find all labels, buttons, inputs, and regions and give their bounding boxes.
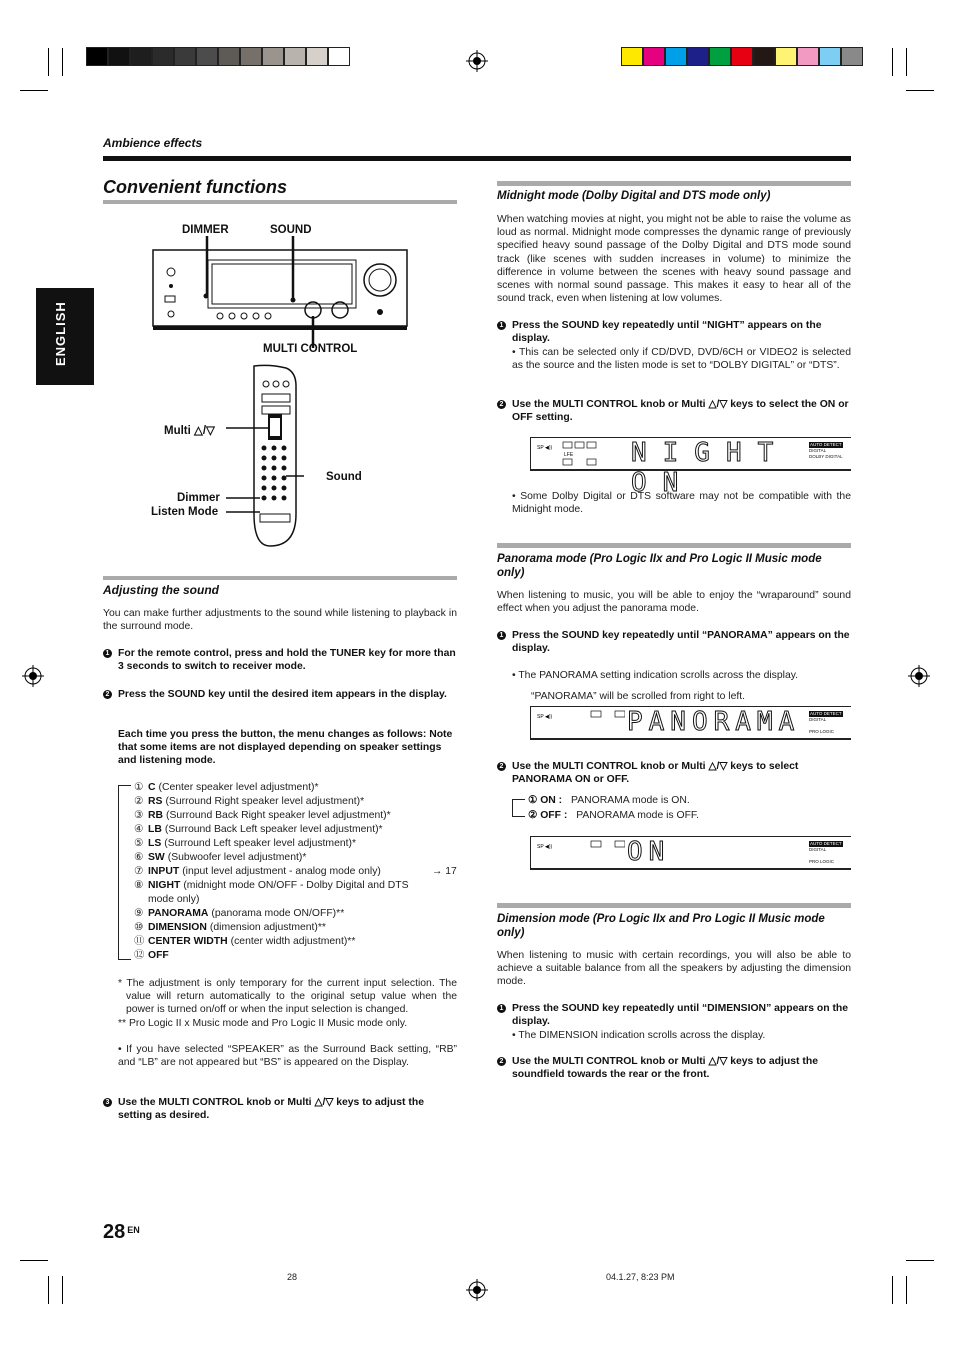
dimension-step-1: Press the SOUND key repeatedly until “DIMENSION” appears on the display. bbox=[512, 1003, 849, 1028]
remote-dimmer-label: Dimmer bbox=[177, 492, 220, 504]
registration-target-icon bbox=[466, 50, 488, 72]
crop-mark bbox=[906, 1276, 907, 1304]
item-number: ⑪ bbox=[134, 936, 145, 947]
adjusting-step-2-note: Each time you press the button, the menu changes as follows: Note that some items are not displayed depending on speaker settings and listening mode. bbox=[118, 729, 453, 767]
sound-item bbox=[134, 879, 409, 893]
header-rule bbox=[103, 156, 851, 161]
crop-mark bbox=[906, 48, 907, 76]
item-description: (input level adjustment - analog mode only) bbox=[182, 866, 381, 877]
remote-sound-label: Sound bbox=[326, 471, 362, 483]
remote-multi-label: Multi △/▽ bbox=[164, 425, 215, 437]
item-number: ⑩ bbox=[134, 922, 144, 933]
display-pro-logic: PRO LOGIC bbox=[809, 859, 835, 864]
sound-item bbox=[134, 949, 172, 963]
sound-item bbox=[134, 935, 355, 949]
cycle-bracket bbox=[512, 799, 525, 817]
dimmer-label: DIMMER bbox=[182, 224, 229, 236]
crop-mark bbox=[48, 1276, 49, 1304]
section-rule bbox=[103, 576, 457, 580]
section-rule bbox=[497, 543, 851, 548]
panorama-heading: Panorama mode (Pro Logic IIx and Pro Logic II Music mode only) bbox=[497, 553, 822, 579]
dimension-intro: When listening to music with certain recordings, you will also be able to achieve a suitable balance from all the speakers by adjusting the dimension mode. bbox=[497, 950, 851, 988]
panorama-bullet-2: “PANORAMA” will be scrolled from right to left. bbox=[531, 691, 746, 702]
sound-item bbox=[134, 851, 306, 865]
display-status bbox=[809, 442, 843, 460]
display-pro-logic: PRO LOGIC bbox=[809, 729, 835, 734]
midnight-heading: Midnight mode (Dolby Digital and DTS mode only) bbox=[497, 190, 771, 202]
display-digital: DIGITAL bbox=[809, 717, 827, 722]
page-language-suffix: EN bbox=[127, 1225, 140, 1235]
item-number: ④ bbox=[134, 824, 144, 835]
item-number: ⑥ bbox=[134, 852, 144, 863]
crop-mark bbox=[48, 48, 49, 76]
item-description: (Surround Right speaker level adjustment)* bbox=[165, 796, 365, 807]
crop-mark bbox=[20, 1260, 48, 1261]
display-auto-detect: AUTO DETECT bbox=[810, 841, 842, 846]
step-number-1: 1 bbox=[103, 649, 112, 658]
page-number bbox=[103, 1221, 140, 1244]
panorama-step-2: Use the MULTI CONTROL knob or Multi △/▽ keys to select PANORAMA ON or OFF. bbox=[512, 761, 799, 786]
crop-mark bbox=[892, 1276, 893, 1304]
item-description: (panorama mode ON/OFF)** bbox=[211, 908, 345, 919]
item-key: PANORAMA bbox=[148, 908, 209, 919]
item-key: RB bbox=[148, 810, 164, 821]
sound-label: SOUND bbox=[270, 224, 312, 236]
panorama-step-1: Press the SOUND key repeatedly until “PANORAMA” appears on the display. bbox=[512, 630, 850, 655]
display-segment-text: ON bbox=[627, 837, 671, 867]
section-label: Ambience effects bbox=[103, 136, 203, 150]
item-description: (Surround Back Left speaker level adjustment)* bbox=[164, 824, 383, 835]
step-number-2: 2 bbox=[497, 400, 506, 409]
grayscale-bar bbox=[86, 47, 350, 66]
adjusting-intro: You can make further adjustments to the sound while listening to playback in the surround mode. bbox=[103, 608, 457, 633]
display-status bbox=[809, 841, 843, 865]
sound-item bbox=[134, 907, 344, 921]
speaker-indicators-icon bbox=[535, 441, 625, 467]
crop-mark bbox=[62, 1276, 63, 1304]
crop-mark bbox=[906, 1260, 934, 1261]
night-display bbox=[530, 437, 851, 498]
adjusting-step-1: For the remote control, press and hold the TUNER key for more than 3 seconds to switch to receiver mode. bbox=[118, 648, 456, 673]
sound-item bbox=[134, 893, 199, 907]
print-timestamp: 04.1.27, 8:23 PM bbox=[606, 1272, 675, 1282]
adjusting-step-3: Use the MULTI CONTROL knob or Multi △/▽ keys to adjust the setting as desired. bbox=[118, 1097, 424, 1122]
panorama-bullet-1: • The PANORAMA setting indication scrolls across the display. bbox=[512, 670, 799, 681]
display-auto-detect: AUTO DETECT bbox=[810, 711, 842, 716]
midnight-step-1-bullet: • This can be selected only if CD/DVD, DVD/6CH or VIDEO2 is selected as the source and the listen mode is set to “DOLBY DIGITAL” or “DTS”. bbox=[512, 347, 851, 372]
svg-text:SP ◀)): SP ◀)) bbox=[537, 844, 553, 850]
sound-item bbox=[134, 795, 364, 809]
item-number: ① bbox=[134, 782, 144, 793]
cycle-bracket bbox=[118, 785, 131, 960]
sound-item bbox=[134, 865, 381, 879]
remote-listen-mode-label: Listen Mode bbox=[151, 506, 219, 518]
step-number-2: 2 bbox=[497, 1057, 506, 1066]
section-rule bbox=[497, 903, 851, 908]
midnight-bullet: • Some Dolby Digital or DTS software may not be compatible with the Midnight mode. bbox=[512, 491, 851, 516]
display-status bbox=[809, 711, 843, 735]
page-reference: → 17 bbox=[432, 866, 457, 877]
panorama-option-off bbox=[528, 809, 699, 823]
item-description: mode only) bbox=[148, 894, 200, 905]
item-key: RS bbox=[148, 796, 163, 807]
item-number: ⑫ bbox=[134, 950, 145, 961]
panorama-option-on bbox=[528, 794, 690, 808]
display-digital: DIGITAL bbox=[809, 448, 827, 453]
item-description: (dimension adjustment)** bbox=[209, 922, 326, 933]
midnight-intro: When watching movies at night, you might not be able to raise the volume as loud as normal. Midnight mode compresses the dynamic range of previously specified heavy sound passage of the Dolby Digital and DTS mode sound track (like scenes with sudden increases in volume) to minimize the difference in volume between the scenes with heavy sound passage and scenes with normal sound passage. This makes it easy to hear all of the sound track, even when listening at low volumes. bbox=[497, 214, 851, 305]
item-description: (Center speaker level adjustment)* bbox=[158, 782, 319, 793]
language-tab-label: ENGLISH bbox=[53, 301, 68, 366]
item-description: (Surround Back Right speaker level adjustment)* bbox=[166, 810, 391, 821]
display-dolby-digital: DOLBY DIGITAL bbox=[809, 454, 843, 459]
sound-item bbox=[134, 921, 326, 935]
display-auto-detect: AUTO DETECT bbox=[810, 442, 842, 447]
step-number-2: 2 bbox=[497, 762, 506, 771]
crop-mark bbox=[906, 90, 934, 91]
item-number: ⑨ bbox=[134, 908, 144, 919]
item-key: OFF bbox=[148, 950, 169, 961]
svg-text:SP ◀)): SP ◀)) bbox=[537, 714, 553, 720]
panorama-display bbox=[530, 706, 851, 740]
section-rule bbox=[497, 181, 851, 186]
item-number: ③ bbox=[134, 810, 144, 821]
note-double-star: ** Pro Logic II x Music mode and Pro Logic II Music mode only. bbox=[118, 1018, 408, 1029]
midnight-step-1: Press the SOUND key repeatedly until “NIGHT” appears on the display. bbox=[512, 320, 822, 345]
display-digital: DIGITAL bbox=[809, 847, 827, 852]
item-number: ⑦ bbox=[134, 866, 144, 877]
dimension-heading: Dimension mode (Pro Logic IIx and Pro Logic II Music mode only) bbox=[497, 913, 825, 939]
item-key: NIGHT bbox=[148, 880, 181, 891]
svg-text:SP ◀)): SP ◀)) bbox=[537, 445, 553, 451]
display-segment-text: PANORAMA bbox=[627, 707, 801, 737]
panorama-intro: When listening to music, you will be able to enjoy the “wraparound” sound effect when you adjust the panorama mode. bbox=[497, 590, 851, 615]
language-tab bbox=[36, 288, 94, 385]
registration-target-icon bbox=[466, 1279, 488, 1301]
crop-mark bbox=[62, 48, 63, 76]
option-key: ② OFF : bbox=[528, 810, 568, 821]
panorama-on-display bbox=[530, 836, 851, 870]
receiver-front-panel-illustration bbox=[150, 236, 410, 348]
step-number-3: 3 bbox=[103, 1098, 112, 1107]
speaker-indicators-icon bbox=[535, 710, 625, 724]
registration-target-icon bbox=[22, 665, 44, 687]
step-number-1: 1 bbox=[497, 321, 506, 330]
note-single-star: * The adjustment is only temporary for the current input selection. The value will return automatically to the original setup value when the power is turned on/off or when the input selection is changed. bbox=[118, 978, 457, 1016]
sound-item bbox=[134, 837, 356, 851]
sound-item bbox=[134, 823, 383, 837]
item-key: LS bbox=[148, 838, 162, 849]
adjusting-heading: Adjusting the sound bbox=[103, 583, 219, 597]
adjusting-step-2: Press the SOUND key until the desired item appears in the display. bbox=[118, 689, 447, 700]
multi-control-label: MULTI CONTROL bbox=[263, 343, 358, 355]
step-number-1: 1 bbox=[497, 631, 506, 640]
item-number: ⑧ bbox=[134, 880, 144, 891]
step-number-2: 2 bbox=[103, 690, 112, 699]
sound-item bbox=[134, 809, 391, 823]
sound-item bbox=[134, 781, 319, 795]
remote-control-illustration bbox=[224, 364, 304, 548]
title-rule bbox=[103, 200, 457, 204]
page-title: Convenient functions bbox=[103, 177, 287, 197]
item-key: C bbox=[148, 782, 156, 793]
item-description: (Subwoofer level adjustment)* bbox=[167, 852, 307, 863]
item-key: INPUT bbox=[148, 866, 180, 877]
item-key: CENTER WIDTH bbox=[148, 936, 228, 947]
display-segment-text: NIGHT ON bbox=[631, 438, 790, 498]
item-description: (midnight mode ON/OFF - Dolby Digital and DTS bbox=[183, 880, 409, 891]
item-key: DIMENSION bbox=[148, 922, 207, 933]
crop-mark bbox=[20, 90, 48, 91]
item-description: (Surround Left speaker level adjustment)* bbox=[164, 838, 357, 849]
item-description: (center width adjustment)** bbox=[230, 936, 356, 947]
crop-mark bbox=[892, 48, 893, 76]
dimension-step-2: Use the MULTI CONTROL knob or Multi △/▽ keys to adjust the soundfield towards the rear or the front. bbox=[512, 1056, 818, 1081]
item-key: SW bbox=[148, 852, 165, 863]
step-number-1: 1 bbox=[497, 1004, 506, 1013]
item-number: ⑤ bbox=[134, 838, 144, 849]
option-desc: PANORAMA mode is ON. bbox=[571, 795, 690, 806]
option-desc: PANORAMA mode is OFF. bbox=[576, 810, 700, 821]
dimension-step-1-bullet: • The DIMENSION indication scrolls across the display. bbox=[512, 1030, 766, 1041]
speaker-indicators-icon bbox=[535, 840, 625, 854]
item-number: ② bbox=[134, 796, 144, 807]
page-number-value: 28 bbox=[103, 1221, 126, 1243]
option-key: ① ON : bbox=[528, 795, 563, 806]
midnight-step-2: Use the MULTI CONTROL knob or Multi △/▽ keys to select the ON or OFF setting. bbox=[512, 399, 849, 424]
speaker-note-bullet: • If you have selected “SPEAKER” as the Surround Back setting, “RB” and “LB” are not appeared but “BS” is appeared on the Display. bbox=[118, 1044, 457, 1069]
svg-text:LFE: LFE bbox=[564, 452, 574, 458]
print-page-number: 28 bbox=[287, 1272, 298, 1282]
color-bar bbox=[621, 47, 863, 66]
registration-target-icon bbox=[908, 665, 930, 687]
item-key: LB bbox=[148, 824, 162, 835]
